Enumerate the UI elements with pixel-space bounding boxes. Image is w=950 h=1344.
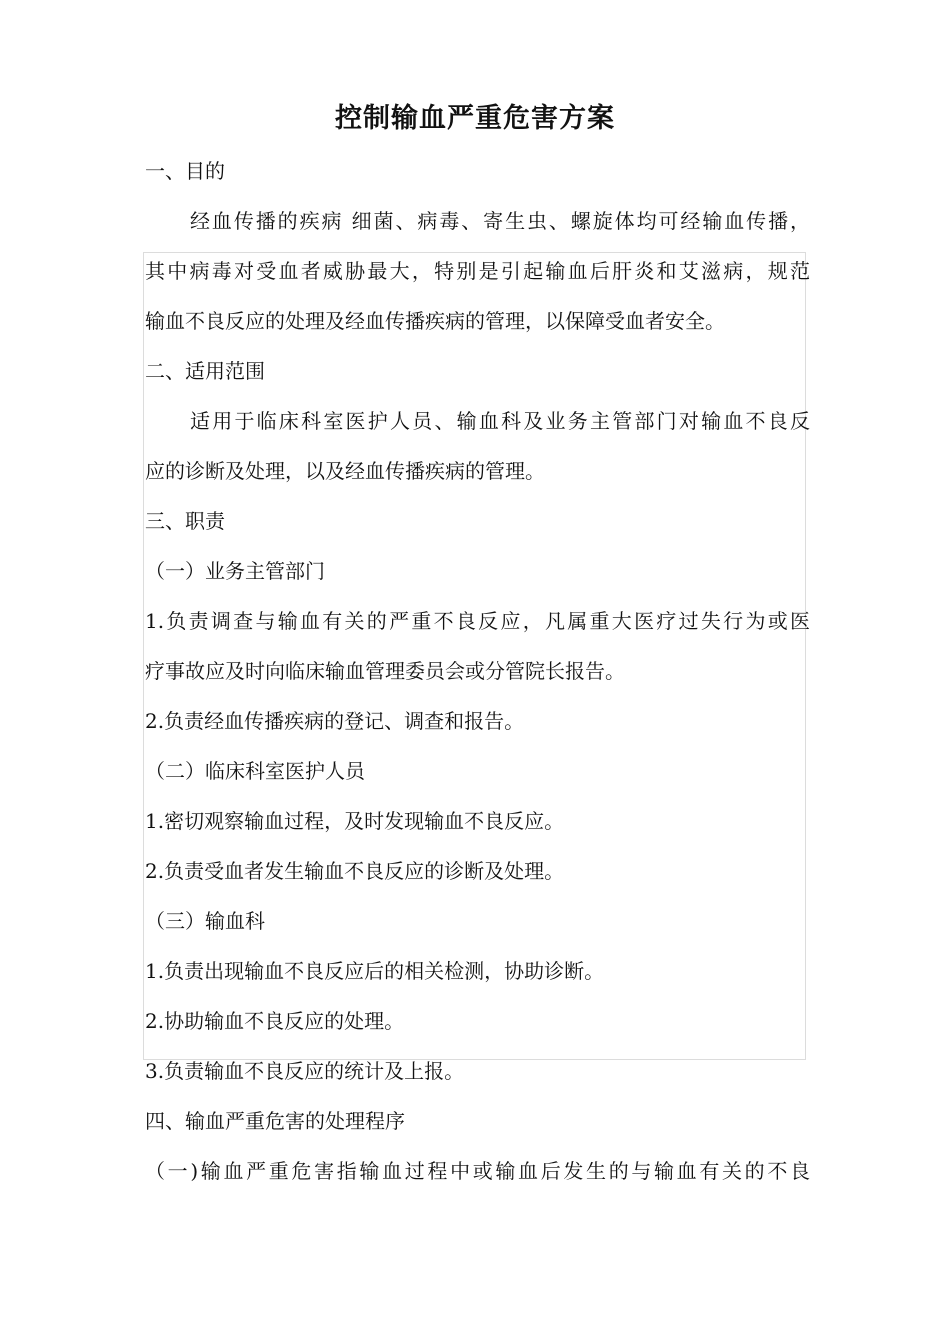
- list-item: 2.协助输血不良反应的处理。: [145, 1009, 405, 1033]
- subsection-heading: （三）输血科: [145, 909, 265, 933]
- section-heading-purpose: 一、目的: [145, 159, 225, 183]
- section-heading-scope: 二、适用范围: [145, 359, 265, 383]
- list-item: 2.负责受血者发生输血不良反应的诊断及处理。: [145, 859, 565, 883]
- paragraph-line: 其中病毒对受血者威胁最大，特别是引起输血后肝炎和艾滋病，规范: [145, 259, 810, 283]
- paragraph-line: （一)输血严重危害指输血过程中或输血后发生的与输血有关的不良: [145, 1159, 810, 1183]
- subsection-heading: （二）临床科室医护人员: [145, 759, 365, 783]
- paragraph-line: 输血不良反应的处理及经血传播疾病的管理，以保障受血者安全。: [145, 309, 725, 333]
- paragraph-line: 经血传播的疾病 细菌、病毒、寄生虫、螺旋体均可经输血传播，: [190, 209, 810, 233]
- document-title: 控制输血严重危害方案: [335, 103, 615, 134]
- section-heading-procedure: 四、输血严重危害的处理程序: [145, 1109, 405, 1133]
- subsection-heading: （一）业务主管部门: [145, 559, 325, 583]
- list-item-continuation: 疗事故应及时向临床输血管理委员会或分管院长报告。: [145, 659, 625, 683]
- section-heading-duties: 三、职责: [145, 509, 225, 533]
- list-item: 1.负责出现输血不良反应后的相关检测，协助诊断。: [145, 959, 605, 983]
- paragraph-line: 适用于临床科室医护人员、输血科及业务主管部门对输血不良反: [190, 409, 810, 433]
- list-item: 2.负责经血传播疾病的登记、调查和报告。: [145, 709, 525, 733]
- list-item: 1.密切观察输血过程，及时发现输血不良反应。: [145, 809, 565, 833]
- list-item: 1.负责调查与输血有关的严重不良反应，凡属重大医疗过失行为或医: [145, 609, 810, 633]
- list-item: 3.负责输血不良反应的统计及上报。: [145, 1059, 465, 1083]
- paragraph-line: 应的诊断及处理，以及经血传播疾病的管理。: [145, 459, 545, 483]
